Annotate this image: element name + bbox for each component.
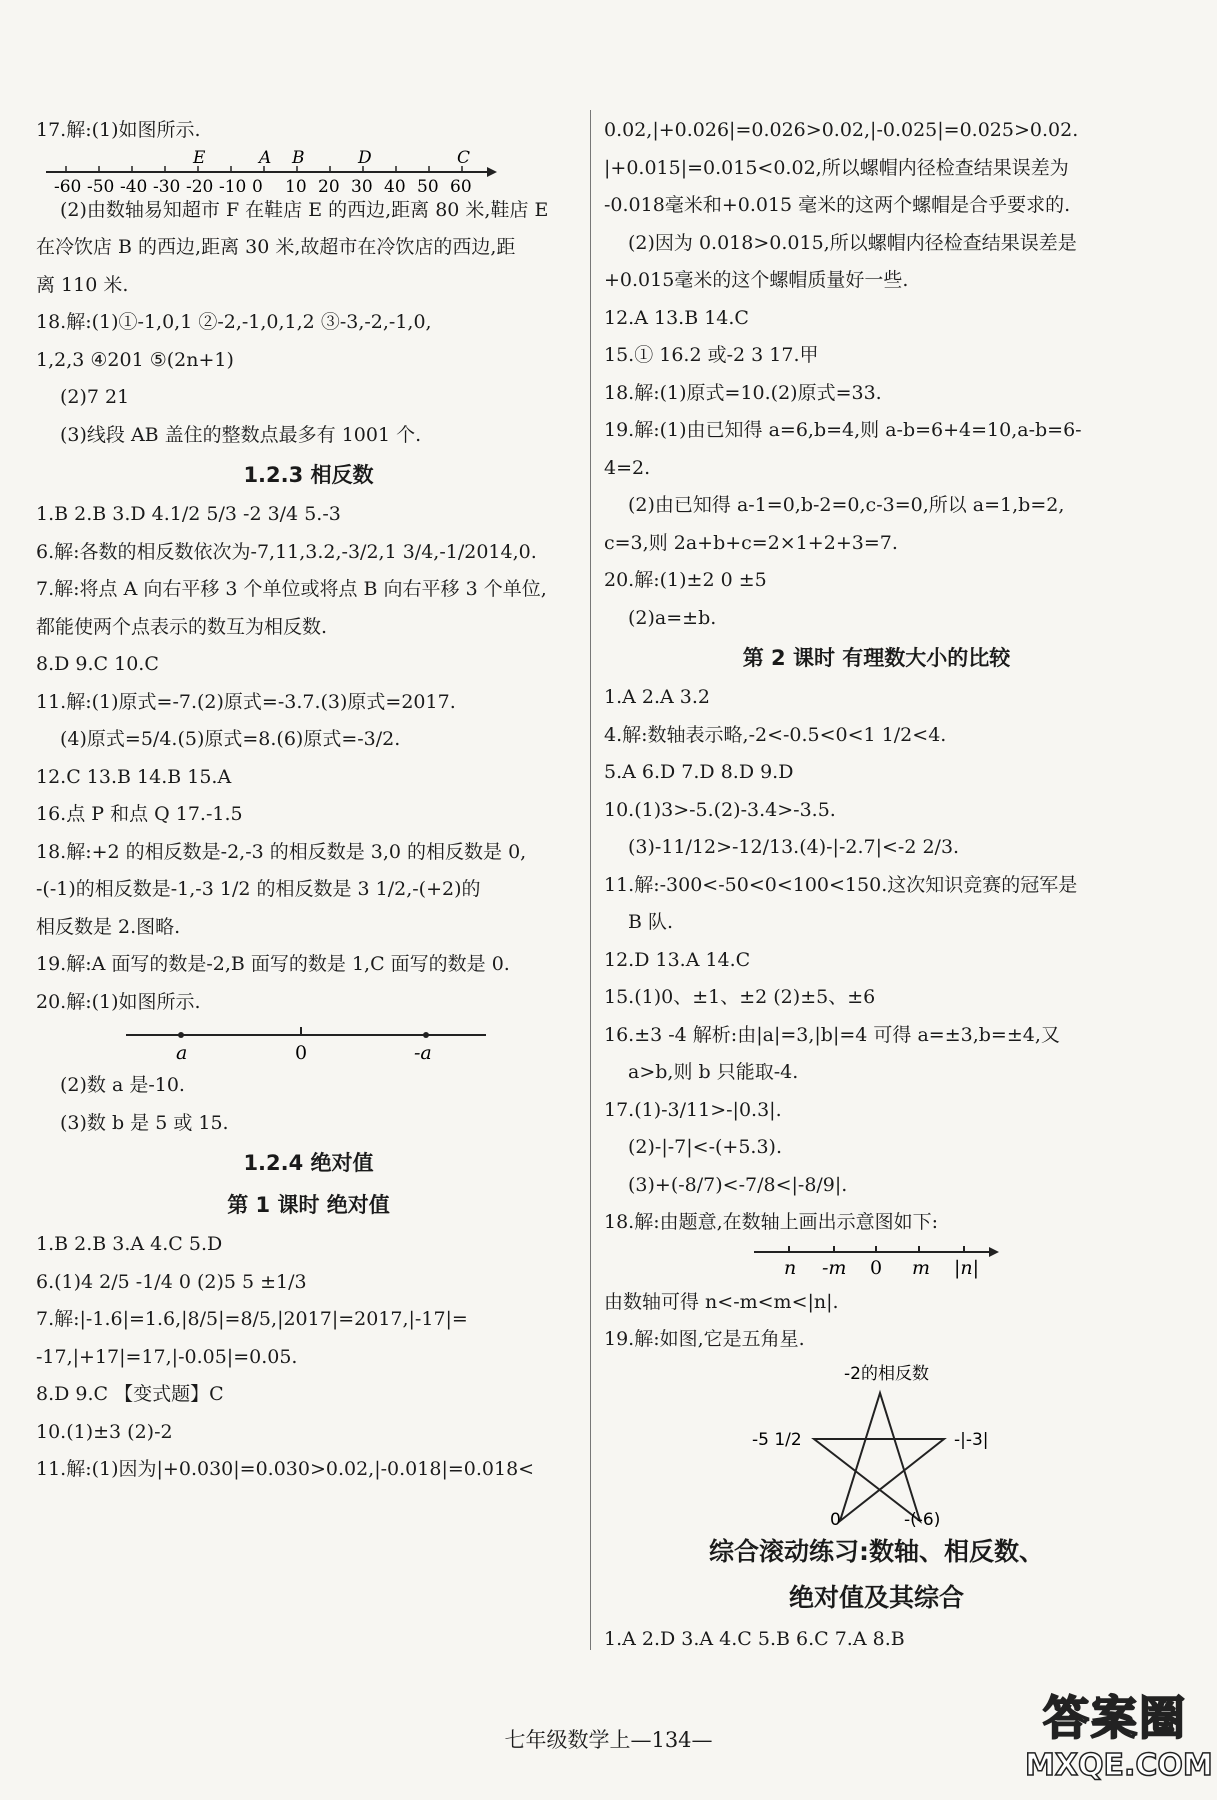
answer-line: (2)因为 0.018>0.015,所以螺帽内径检查结果误差是 bbox=[628, 231, 1077, 254]
answer-line: (2)-|-7|<-(+5.3). bbox=[628, 1136, 782, 1158]
answer-line: (2)由已知得 a-1=0,b-2=0,c-3=0,所以 a=1,b=2, bbox=[628, 494, 1065, 516]
answer-line: 7.解:将点 A 向右平移 3 个单位或将点 B 向右平移 3 个单位, bbox=[36, 578, 547, 600]
answer-line: 19.解:A 面写的数是-2,B 面写的数是 1,C 面写的数是 0. bbox=[36, 953, 510, 975]
answer-line: 12.A 13.B 14.C bbox=[604, 306, 749, 329]
star-label-left: -5 1/2 bbox=[752, 1429, 802, 1450]
point-label: a bbox=[176, 1042, 188, 1064]
lesson-heading: 第 2 课时 有理数大小的比较 bbox=[742, 646, 1011, 670]
answer-line: 都能使两个点表示的数互为相反数. bbox=[36, 615, 328, 638]
answer-line: 19.解:如图,它是五角星. bbox=[604, 1328, 805, 1350]
answer-line: 19.解:(1)由已知得 a=6,b=4,则 a-b=6+4=10,a-b=6- bbox=[604, 419, 1082, 441]
answer-line: (3)数 b 是 5 或 15. bbox=[60, 1111, 229, 1134]
answer-line: B 队. bbox=[628, 911, 674, 933]
answer-line: (4)原式=5/4.(5)原式=8.(6)原式=-3/2. bbox=[60, 728, 401, 750]
point-letter: B bbox=[292, 149, 305, 168]
answer-line: 1.B 2.B 3.D 4.1/2 5/3 -2 3/4 5.-3 bbox=[36, 503, 341, 525]
answer-line: -(-1)的相反数是-1,-3 1/2 的相反数是 3 1/2,-(+2)的 bbox=[36, 878, 481, 900]
answer-line: 18.解:(1)原式=10.(2)原式=33. bbox=[604, 381, 882, 404]
answer-line: 6.解:各数的相反数依次为-7,11,3.2,-3/2,1 3/4,-1/2014,0. bbox=[36, 540, 537, 563]
number-line-17 bbox=[36, 150, 581, 192]
answer-line: 11.解:(1)因为|+0.030|=0.030>0.02,|-0.018|=0.018< bbox=[36, 1458, 535, 1480]
answer-line: 16.点 P 和点 Q 17.-1.5 bbox=[36, 803, 243, 825]
section-heading: 1.2.3 相反数 bbox=[243, 463, 374, 487]
point-letter: E bbox=[193, 149, 206, 168]
answer-line: 20.解:(1)如图所示. bbox=[36, 990, 201, 1013]
point-letter: D bbox=[358, 149, 372, 168]
point-label: -a bbox=[414, 1042, 432, 1064]
answer-line: 8.D 9.C 10.C bbox=[36, 653, 159, 675]
watermark-url: MXQE.COM bbox=[1025, 1748, 1213, 1783]
q18-line: (2)7 21 bbox=[60, 386, 130, 408]
answer-line: 20.解:(1)±2 0 ±5 bbox=[604, 569, 767, 591]
answer-line: 16.±3 -4 解析:由|a|=3,|b|=4 可得 a=±3,b=±4,又 bbox=[604, 1023, 1060, 1046]
answer-line: 4=2. bbox=[604, 456, 651, 479]
section-heading: 绝对值及其综合 bbox=[788, 1582, 964, 1612]
answer-line: -0.018毫米和+0.015 毫米的这两个螺帽是合乎要求的. bbox=[604, 194, 1071, 216]
column-divider bbox=[590, 110, 591, 1650]
q18-line: 18.解:(1)①-1,0,1 ②-2,-1,0,1,2 ③-3,-2,-1,0, bbox=[36, 311, 432, 333]
point-label: -m bbox=[822, 1256, 847, 1279]
answer-line: 18.解:+2 的相反数是-2,-3 的相反数是 3,0 的相反数是 0, bbox=[36, 840, 527, 863]
tick-label: -60 bbox=[54, 176, 82, 192]
tick-label: 50 bbox=[417, 176, 439, 192]
answer-line: 0.02,|+0.026|=0.026>0.02,|-0.025|=0.025>0.02. bbox=[604, 119, 1079, 141]
answer-line: 12.D 13.A 14.C bbox=[604, 948, 751, 971]
tick-label: 30 bbox=[351, 176, 373, 192]
answer-line: 11.解:-300<-50<0<100<150.这次知识竞赛的冠军是 bbox=[604, 873, 1078, 896]
answer-line: 1.B 2.B 3.A 4.C 5.D bbox=[36, 1233, 223, 1255]
answer-line: 1.A 2.D 3.A 4.C 5.B 6.C 7.A 8.B bbox=[604, 1627, 905, 1650]
axis-arrow bbox=[487, 167, 497, 177]
answer-line: -17,|+17|=17,|-0.05|=0.05. bbox=[36, 1345, 298, 1368]
answer-line: 1.A 2.A 3.2 bbox=[604, 686, 710, 708]
star-label-right: -|-3| bbox=[954, 1429, 989, 1450]
point-letter: A bbox=[259, 149, 272, 168]
tick-label: -30 bbox=[153, 176, 181, 192]
section-heading: 综合滚动练习:数轴、相反数、 bbox=[709, 1536, 1044, 1566]
q17-line: 17.解:(1)如图所示. bbox=[36, 119, 201, 141]
answer-line: 由数轴可得 n<-m<m<|n|. bbox=[604, 1290, 839, 1313]
answer-line: +0.015毫米的这个螺帽质量好一些. bbox=[604, 269, 909, 291]
watermark-text: 答案圈 bbox=[1043, 1691, 1187, 1745]
star-label-bottom-left: 0 bbox=[830, 1509, 841, 1529]
page-footer: 七年级数学上—134— bbox=[504, 1728, 713, 1752]
tick-label: -50 bbox=[87, 176, 115, 192]
answer-line: 18.解:由题意,在数轴上画出示意图如下: bbox=[604, 1211, 939, 1233]
left-column bbox=[36, 112, 581, 1489]
answer-line: c=3,则 2a+b+c=2×1+2+3=7. bbox=[604, 531, 898, 554]
tick-label: 20 bbox=[318, 176, 340, 192]
section-heading: 1.2.4 绝对值 bbox=[243, 1151, 374, 1175]
point-letter: C bbox=[457, 149, 471, 168]
q18-line: 1,2,3 ④201 ⑤(2n+1) bbox=[36, 348, 234, 371]
answer-line: 相反数是 2.图略. bbox=[36, 915, 181, 938]
answer-line: (3)-11/12>-12/13.(4)-|-2.7|<-2 2/3. bbox=[628, 836, 960, 858]
answer-line: 10.(1)±3 (2)-2 bbox=[36, 1420, 173, 1443]
answer-line: (2)a=±b. bbox=[628, 606, 717, 629]
tick-label: 40 bbox=[384, 176, 406, 192]
right-column bbox=[604, 112, 1149, 1658]
tick-label: -20 bbox=[186, 176, 214, 192]
lesson-heading: 第 1 课时 绝对值 bbox=[227, 1193, 390, 1217]
answer-line: 15.(1)0、±1、±2 (2)±5、±6 bbox=[604, 986, 876, 1008]
point-label: n bbox=[784, 1256, 797, 1279]
point-label: m bbox=[912, 1256, 931, 1279]
tick-label: -10 bbox=[219, 176, 247, 192]
q17-text: 在冷饮店 B 的西边,距离 30 米,故超市在冷饮店的西边,距 bbox=[36, 236, 516, 258]
answer-line: 5.A 6.D 7.D 8.D 9.D bbox=[604, 761, 794, 783]
tick-label: 10 bbox=[285, 176, 307, 192]
watermark-logo bbox=[1025, 1682, 1213, 1792]
tick-label: 0 bbox=[252, 176, 263, 192]
answer-line: 12.C 13.B 14.B 15.A bbox=[36, 765, 232, 788]
answer-line: (3)+(-8/7)<-7/8<|-8/9|. bbox=[628, 1173, 848, 1196]
answer-line: 7.解:|-1.6|=1.6,|8/5|=8/5,|2017|=2017,|-17|= bbox=[36, 1308, 468, 1330]
answer-line: |+0.015|=0.015<0.02,所以螺帽内径检查结果误差为 bbox=[604, 156, 1069, 179]
answer-line: 11.解:(1)原式=-7.(2)原式=-3.7.(3)原式=2017. bbox=[36, 690, 456, 713]
answer-line: 8.D 9.C 【变式题】C bbox=[36, 1383, 224, 1405]
point-label: |n| bbox=[954, 1256, 980, 1279]
number-line-18 bbox=[604, 1242, 1149, 1284]
q17-text: 离 110 米. bbox=[36, 273, 129, 296]
star-label-top: -2的相反数 bbox=[844, 1363, 929, 1384]
answer-line: 15.① 16.2 或-2 3 17.甲 bbox=[604, 344, 819, 366]
number-line-20 bbox=[36, 1021, 581, 1067]
answer-line: 4.解:数轴表示略,-2<-0.5<0<1 1/2<4. bbox=[604, 723, 947, 746]
answer-line: (2)数 a 是-10. bbox=[60, 1074, 185, 1096]
point-label: 0 bbox=[295, 1042, 308, 1064]
q18-line: (3)线段 AB 盖住的整数点最多有 1001 个. bbox=[60, 423, 422, 446]
q17-text: (2)由数轴易知超市 F 在鞋店 E 的西边,距离 80 米,鞋店 E bbox=[60, 198, 549, 221]
answer-line: 6.(1)4 2/5 -1/4 0 (2)5 5 ±1/3 bbox=[36, 1270, 307, 1293]
answer-line: 17.(1)-3/11>-|0.3|. bbox=[604, 1098, 782, 1121]
star-label-bottom-right: -(-6) bbox=[904, 1509, 941, 1529]
point-label: 0 bbox=[870, 1256, 883, 1279]
answer-line: 10.(1)3>-5.(2)-3.4>-3.5. bbox=[604, 798, 836, 821]
tick-label: -40 bbox=[120, 176, 148, 192]
star-figure bbox=[604, 1359, 1149, 1529]
answer-line: a>b,则 b 只能取-4. bbox=[628, 1061, 799, 1083]
tick-label: 60 bbox=[450, 176, 472, 192]
